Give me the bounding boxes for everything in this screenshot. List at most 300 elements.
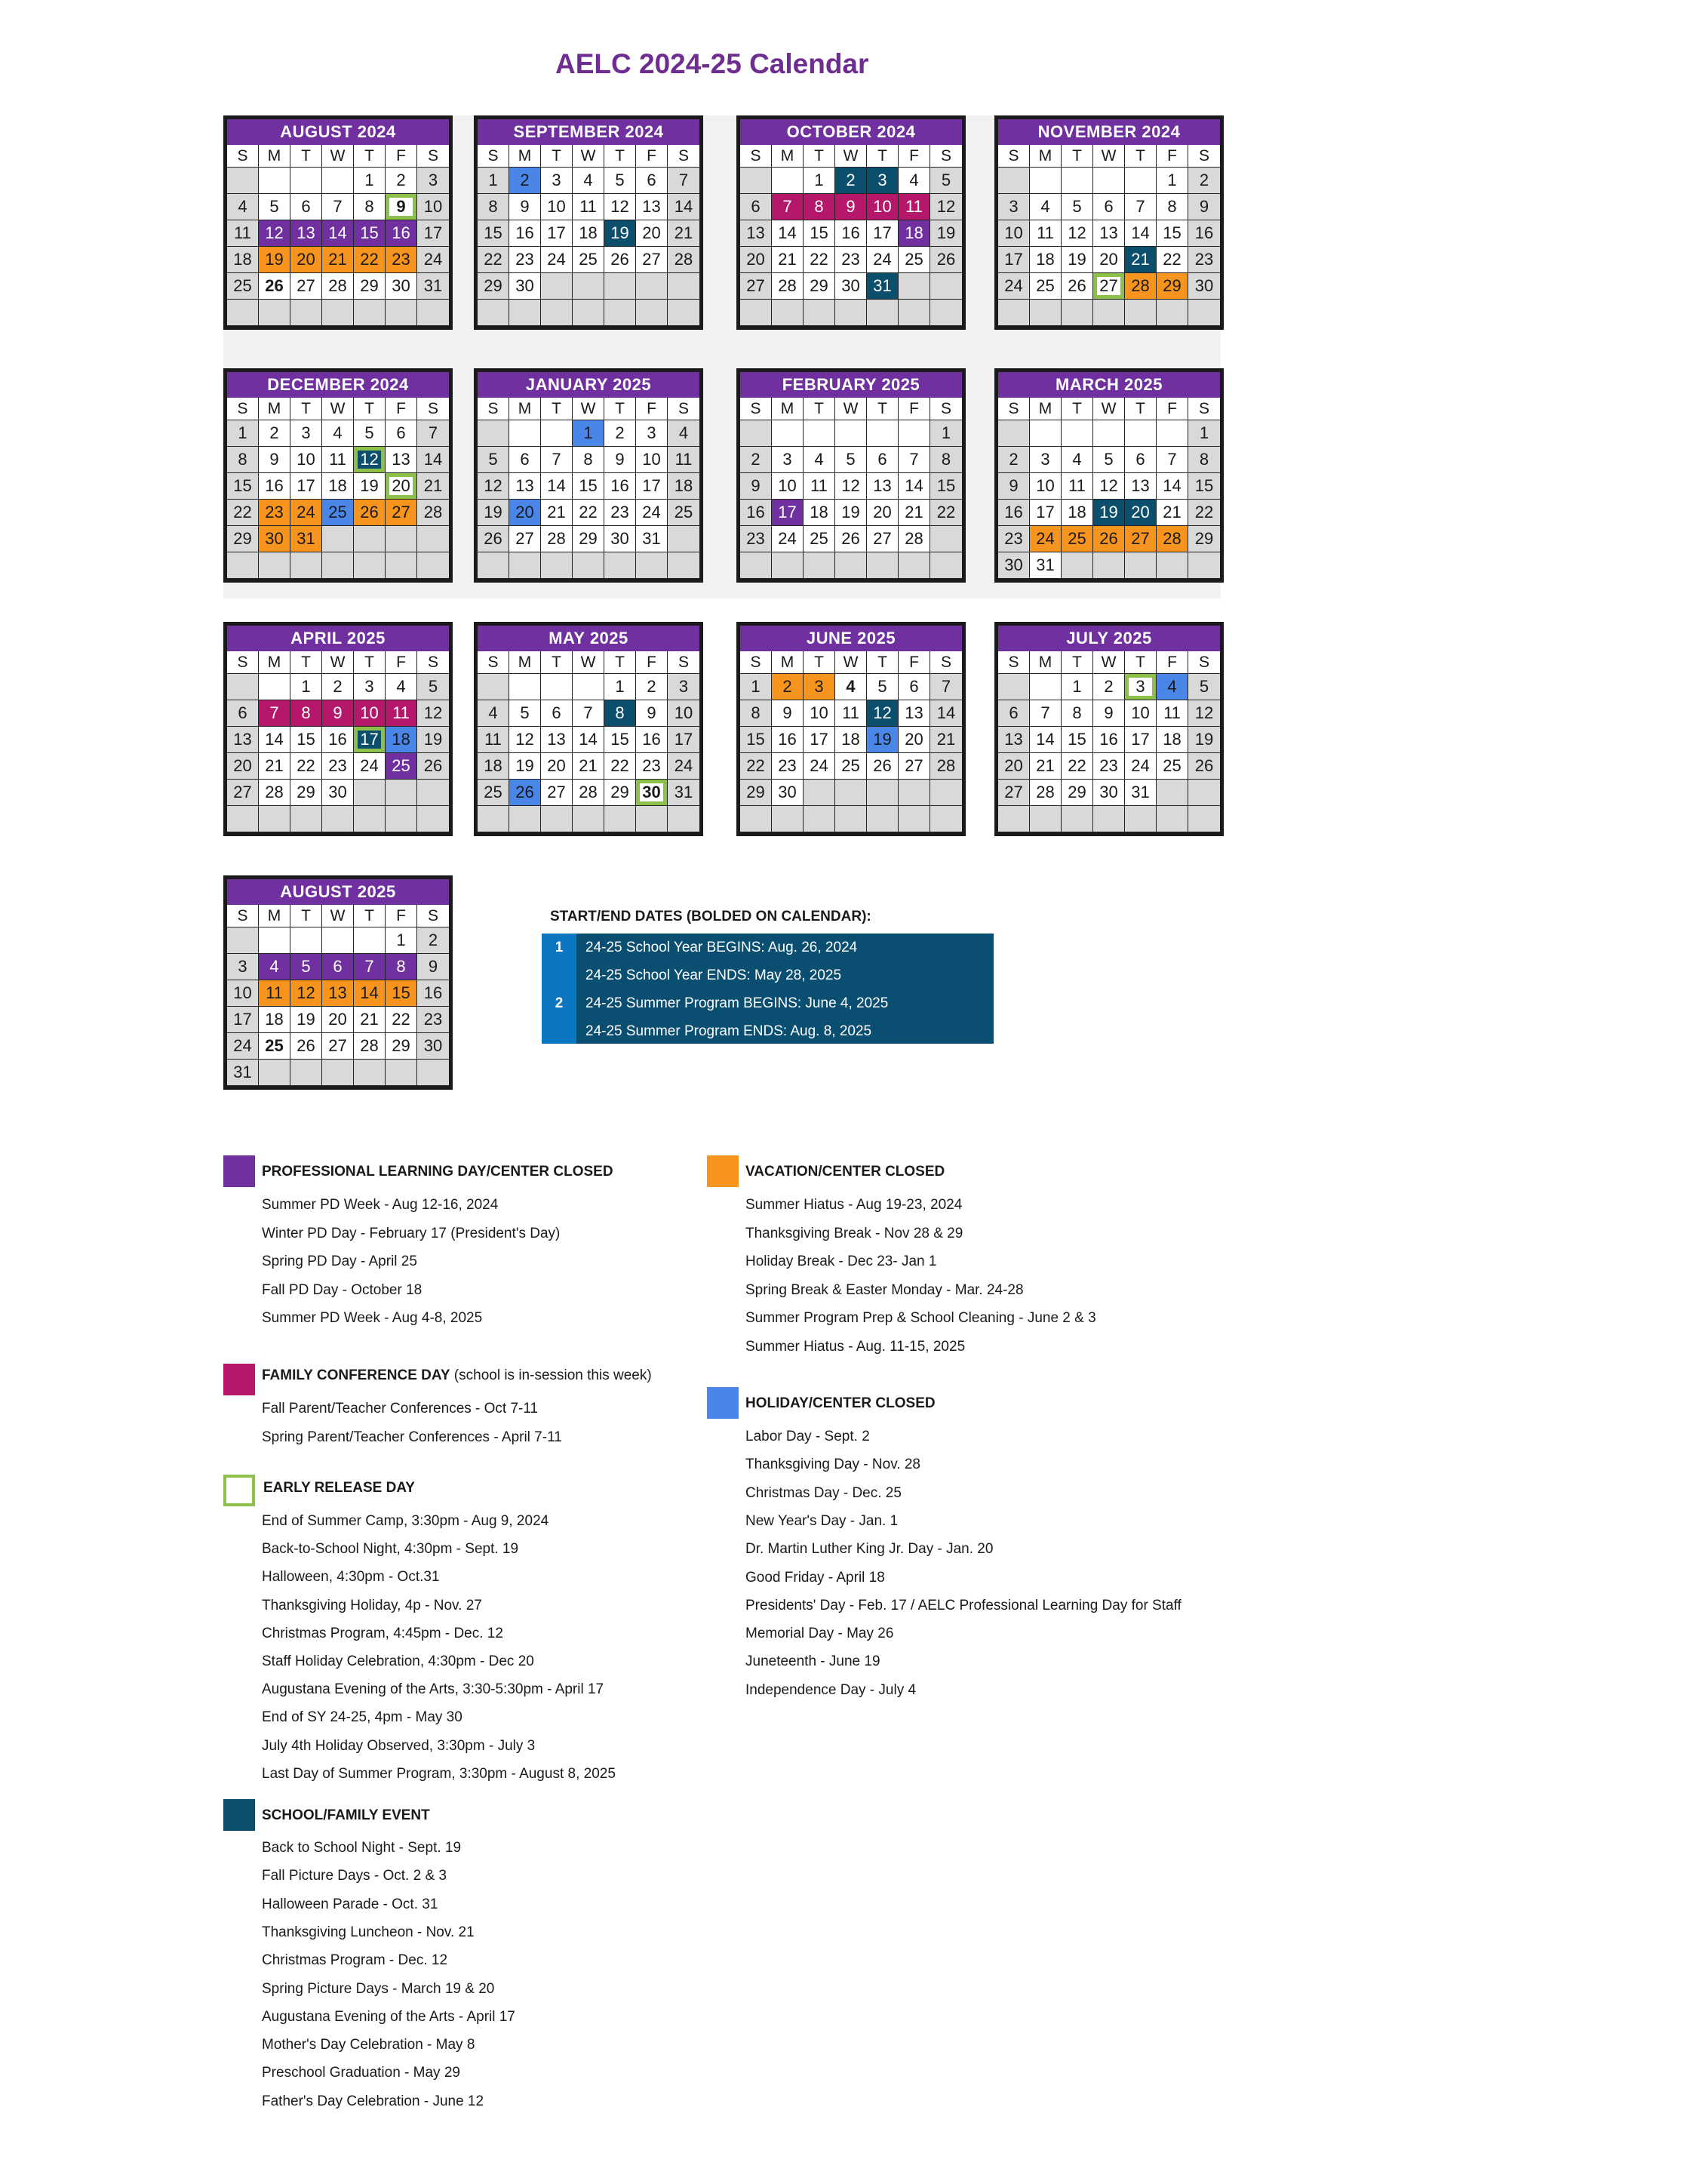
weekday-header: T — [804, 651, 835, 674]
weekday-header: T — [290, 905, 322, 927]
day-cell: 18 — [835, 727, 867, 753]
empty-day-cell — [867, 300, 899, 326]
weekday-header: W — [835, 651, 867, 674]
day-cell: 20 — [740, 247, 772, 273]
legend-item: Thanksgiving Day - Nov. 28 — [745, 1457, 920, 1473]
day-cell: 15 — [804, 220, 835, 247]
day-cell: 8 — [227, 447, 259, 473]
day-cell: 4 — [1062, 447, 1093, 473]
day-cell: 23 — [259, 500, 290, 526]
day-cell: 27 — [1093, 273, 1125, 300]
day-cell: 3 — [354, 674, 386, 700]
weekday-header: S — [1188, 651, 1220, 674]
weekday-header: W — [835, 398, 867, 420]
weekday-header: S — [998, 651, 1030, 674]
month-title: MARCH 2025 — [998, 372, 1220, 398]
day-cell: 18 — [1157, 727, 1188, 753]
day-cell: 10 — [636, 447, 668, 473]
empty-day-cell — [478, 300, 509, 326]
start-end-text: 24-25 Summer Program BEGINS: June 4, 2025 — [585, 995, 889, 1011]
day-cell: 15 — [740, 727, 772, 753]
day-cell: 26 — [1188, 753, 1220, 780]
empty-day-cell — [899, 552, 930, 579]
day-cell: 14 — [930, 700, 962, 727]
professional-legend-title: PROFESSIONAL LEARNING DAY/CENTER CLOSED — [262, 1164, 613, 1180]
day-cell: 3 — [636, 420, 668, 447]
empty-day-cell — [1093, 168, 1125, 194]
empty-day-cell — [1188, 300, 1220, 326]
weekday-header: S — [227, 905, 259, 927]
day-cell: 5 — [930, 168, 962, 194]
weekday-header: S — [1188, 398, 1220, 420]
day-cell: 30 — [1188, 273, 1220, 300]
day-cell: 27 — [386, 500, 417, 526]
day-cell: 18 — [899, 220, 930, 247]
day-cell: 26 — [867, 753, 899, 780]
month-calendar — [223, 115, 453, 330]
weekday-header: T — [541, 651, 573, 674]
weekday-header: S — [227, 398, 259, 420]
day-cell: 25 — [227, 273, 259, 300]
day-cell: 3 — [804, 674, 835, 700]
day-cell: 8 — [1188, 447, 1220, 473]
day-cell: 6 — [1125, 447, 1157, 473]
legend-item: Back to School Night - Sept. 19 — [262, 1840, 462, 1856]
weekday-header: S — [417, 905, 449, 927]
day-cell: 13 — [998, 727, 1030, 753]
day-cell: 11 — [1062, 473, 1093, 500]
empty-day-cell — [899, 273, 930, 300]
day-cell: 9 — [772, 700, 804, 727]
legend-item: Spring Picture Days - March 19 & 20 — [262, 1980, 495, 1997]
day-cell: 14 — [1157, 473, 1188, 500]
empty-day-cell — [1030, 806, 1062, 832]
weekday-header: S — [930, 398, 962, 420]
day-cell: 18 — [668, 473, 699, 500]
day-cell: 12 — [1188, 700, 1220, 727]
day-cell: 20 — [509, 500, 541, 526]
empty-day-cell — [417, 300, 449, 326]
day-cell: 2 — [417, 927, 449, 954]
empty-day-cell — [541, 273, 573, 300]
empty-day-cell — [227, 168, 259, 194]
day-cell: 30 — [604, 526, 636, 552]
day-cell: 26 — [604, 247, 636, 273]
day-cell: 1 — [804, 168, 835, 194]
legend-item: Spring Break & Easter Monday - Mar. 24-28 — [745, 1281, 1024, 1298]
weekday-header: S — [740, 651, 772, 674]
day-cell: 26 — [1093, 526, 1125, 552]
day-cell: 15 — [930, 473, 962, 500]
day-cell: 15 — [1062, 727, 1093, 753]
day-cell: 16 — [1188, 220, 1220, 247]
day-cell: 7 — [1030, 700, 1062, 727]
weekday-header: M — [1030, 651, 1062, 674]
weekday-header: F — [1157, 651, 1188, 674]
day-cell: 3 — [867, 168, 899, 194]
empty-day-cell — [1062, 806, 1093, 832]
day-cell: 12 — [478, 473, 509, 500]
day-cell: 9 — [835, 194, 867, 220]
empty-day-cell — [290, 552, 322, 579]
weekday-header: T — [1125, 398, 1157, 420]
day-cell: 11 — [227, 220, 259, 247]
day-cell: 29 — [290, 780, 322, 806]
day-cell: 26 — [1062, 273, 1093, 300]
day-cell: 17 — [1030, 500, 1062, 526]
empty-day-cell — [259, 168, 290, 194]
day-cell: 10 — [417, 194, 449, 220]
empty-day-cell — [259, 552, 290, 579]
day-cell: 5 — [417, 674, 449, 700]
empty-day-cell — [227, 552, 259, 579]
day-cell: 25 — [835, 753, 867, 780]
day-cell: 21 — [1030, 753, 1062, 780]
day-cell: 20 — [899, 727, 930, 753]
empty-day-cell — [1157, 300, 1188, 326]
empty-day-cell — [386, 526, 417, 552]
day-cell: 7 — [541, 447, 573, 473]
day-cell: 22 — [290, 753, 322, 780]
day-cell: 23 — [386, 247, 417, 273]
empty-day-cell — [1093, 806, 1125, 832]
day-cell: 27 — [227, 780, 259, 806]
empty-day-cell — [804, 806, 835, 832]
day-cell: 10 — [867, 194, 899, 220]
day-cell: 14 — [322, 220, 354, 247]
weekday-header: F — [386, 651, 417, 674]
day-cell: 15 — [290, 727, 322, 753]
empty-day-cell — [930, 300, 962, 326]
day-cell: 31 — [668, 780, 699, 806]
month-title: MAY 2025 — [478, 626, 699, 651]
start-end-row — [542, 961, 994, 989]
day-cell: 18 — [386, 727, 417, 753]
day-cell: 26 — [354, 500, 386, 526]
empty-day-cell — [478, 806, 509, 832]
empty-day-cell — [899, 420, 930, 447]
empty-day-cell — [354, 526, 386, 552]
day-cell: 11 — [322, 447, 354, 473]
day-cell: 8 — [604, 700, 636, 727]
start-end-text: 24-25 Summer Program ENDS: Aug. 8, 2025 — [585, 1023, 872, 1039]
empty-day-cell — [322, 806, 354, 832]
weekday-header: S — [668, 651, 699, 674]
empty-day-cell — [998, 674, 1030, 700]
month-calendar — [736, 368, 966, 583]
weekday-header: T — [804, 398, 835, 420]
empty-day-cell — [541, 300, 573, 326]
month-calendar — [474, 622, 703, 836]
day-cell: 3 — [772, 447, 804, 473]
day-cell: 16 — [417, 980, 449, 1007]
empty-day-cell — [541, 806, 573, 832]
day-cell: 3 — [417, 168, 449, 194]
empty-day-cell — [867, 420, 899, 447]
empty-day-cell — [1093, 420, 1125, 447]
day-cell: 25 — [1157, 753, 1188, 780]
holiday-legend-title: HOLIDAY/CENTER CLOSED — [745, 1395, 936, 1411]
day-cell: 8 — [740, 700, 772, 727]
weekday-header: W — [322, 905, 354, 927]
day-cell: 17 — [290, 473, 322, 500]
day-cell: 16 — [1093, 727, 1125, 753]
weekday-header: T — [354, 905, 386, 927]
day-cell: 24 — [772, 526, 804, 552]
day-cell: 19 — [509, 753, 541, 780]
day-cell: 15 — [478, 220, 509, 247]
day-cell: 7 — [354, 954, 386, 980]
weekday-header: S — [478, 398, 509, 420]
day-cell: 2 — [1093, 674, 1125, 700]
day-cell: 6 — [867, 447, 899, 473]
empty-day-cell — [417, 780, 449, 806]
day-cell: 31 — [867, 273, 899, 300]
day-cell: 14 — [354, 980, 386, 1007]
day-cell: 18 — [227, 247, 259, 273]
day-cell: 4 — [1030, 194, 1062, 220]
empty-day-cell — [259, 674, 290, 700]
day-cell: 4 — [1157, 674, 1188, 700]
empty-day-cell — [998, 806, 1030, 832]
day-cell: 2 — [259, 420, 290, 447]
day-cell: 21 — [541, 500, 573, 526]
legend-item: Memorial Day - May 26 — [745, 1626, 894, 1642]
empty-day-cell — [354, 780, 386, 806]
empty-day-cell — [772, 552, 804, 579]
day-cell: 29 — [1062, 780, 1093, 806]
month-calendar — [474, 368, 703, 583]
day-cell: 3 — [998, 194, 1030, 220]
day-cell: 27 — [740, 273, 772, 300]
day-cell: 31 — [1125, 780, 1157, 806]
day-cell: 6 — [386, 420, 417, 447]
legend-item: Fall Picture Days - Oct. 2 & 3 — [262, 1868, 447, 1884]
day-cell: 23 — [636, 753, 668, 780]
empty-day-cell — [1188, 780, 1220, 806]
day-cell: 9 — [509, 194, 541, 220]
empty-day-cell — [573, 806, 604, 832]
legend-item: Halloween, 4:30pm - Oct.31 — [262, 1569, 440, 1586]
day-cell: 28 — [259, 780, 290, 806]
day-cell: 18 — [1030, 247, 1062, 273]
day-cell: 11 — [668, 447, 699, 473]
empty-day-cell — [930, 273, 962, 300]
day-cell: 1 — [1062, 674, 1093, 700]
day-cell: 20 — [290, 247, 322, 273]
weekday-header: S — [478, 651, 509, 674]
empty-day-cell — [930, 780, 962, 806]
day-cell: 19 — [1093, 500, 1125, 526]
day-cell: 22 — [604, 753, 636, 780]
day-cell: 14 — [899, 473, 930, 500]
empty-day-cell — [354, 300, 386, 326]
empty-day-cell — [541, 552, 573, 579]
day-cell: 13 — [227, 727, 259, 753]
day-cell: 25 — [478, 780, 509, 806]
empty-day-cell — [1093, 552, 1125, 579]
day-cell: 9 — [259, 447, 290, 473]
empty-day-cell — [417, 552, 449, 579]
day-cell: 6 — [541, 700, 573, 727]
day-cell: 6 — [899, 674, 930, 700]
day-cell: 24 — [998, 273, 1030, 300]
day-cell: 8 — [930, 447, 962, 473]
day-cell: 24 — [668, 753, 699, 780]
day-cell: 23 — [772, 753, 804, 780]
weekday-header: T — [604, 651, 636, 674]
weekday-header: M — [509, 398, 541, 420]
empty-day-cell — [573, 273, 604, 300]
day-cell: 1 — [478, 168, 509, 194]
conference-title-note: (school is in-session this week) — [450, 1367, 652, 1383]
day-cell: 25 — [259, 1033, 290, 1060]
day-cell: 17 — [354, 727, 386, 753]
empty-day-cell — [354, 806, 386, 832]
weekday-header: T — [1125, 651, 1157, 674]
day-cell: 15 — [1157, 220, 1188, 247]
event-legend-title: SCHOOL/FAMILY EVENT — [262, 1807, 430, 1823]
weekday-header: S — [930, 651, 962, 674]
day-cell: 9 — [604, 447, 636, 473]
weekday-header: S — [930, 145, 962, 168]
day-cell: 17 — [804, 727, 835, 753]
conference-swatch — [223, 1364, 255, 1395]
empty-day-cell — [259, 300, 290, 326]
day-cell: 23 — [1093, 753, 1125, 780]
day-cell: 18 — [478, 753, 509, 780]
weekday-header: T — [541, 398, 573, 420]
day-cell: 21 — [417, 473, 449, 500]
day-cell: 2 — [998, 447, 1030, 473]
day-cell: 23 — [835, 247, 867, 273]
day-cell: 9 — [1093, 700, 1125, 727]
legend-item: Spring Parent/Teacher Conferences - April 7-11 — [262, 1429, 562, 1445]
weekday-header: W — [322, 398, 354, 420]
empty-day-cell — [1157, 552, 1188, 579]
day-cell: 5 — [509, 700, 541, 727]
day-cell: 31 — [227, 1060, 259, 1086]
weekday-header: M — [1030, 398, 1062, 420]
weekday-header: T — [541, 145, 573, 168]
day-cell: 27 — [899, 753, 930, 780]
day-cell: 1 — [386, 927, 417, 954]
day-cell: 21 — [1157, 500, 1188, 526]
empty-day-cell — [290, 1060, 322, 1086]
vacation-swatch — [707, 1155, 739, 1187]
day-cell: 10 — [1125, 700, 1157, 727]
month-title: OCTOBER 2024 — [740, 119, 962, 145]
day-cell: 14 — [259, 727, 290, 753]
legend-item: Dr. Martin Luther King Jr. Day - Jan. 20 — [745, 1541, 994, 1558]
day-cell: 5 — [835, 447, 867, 473]
day-cell: 27 — [636, 247, 668, 273]
day-cell: 12 — [509, 727, 541, 753]
day-cell: 9 — [322, 700, 354, 727]
empty-day-cell — [1125, 168, 1157, 194]
legend-item: Summer Hiatus - Aug. 11-15, 2025 — [745, 1338, 966, 1355]
day-cell: 26 — [478, 526, 509, 552]
empty-day-cell — [478, 420, 509, 447]
empty-day-cell — [1188, 552, 1220, 579]
day-cell: 30 — [509, 273, 541, 300]
empty-day-cell — [835, 552, 867, 579]
empty-day-cell — [509, 300, 541, 326]
month-title: AUGUST 2025 — [227, 879, 449, 905]
day-cell: 30 — [259, 526, 290, 552]
weekday-header: M — [772, 398, 804, 420]
day-cell: 1 — [604, 674, 636, 700]
day-cell: 8 — [1062, 700, 1093, 727]
month-calendar — [223, 875, 453, 1090]
day-cell: 19 — [290, 1007, 322, 1033]
day-cell: 18 — [1062, 500, 1093, 526]
day-cell: 24 — [867, 247, 899, 273]
day-cell: 25 — [1062, 526, 1093, 552]
day-cell: 28 — [1125, 273, 1157, 300]
month-title: FEBRUARY 2025 — [740, 372, 962, 398]
day-cell: 24 — [636, 500, 668, 526]
weekday-header: T — [1125, 145, 1157, 168]
day-cell: 17 — [772, 500, 804, 526]
weekday-header: W — [573, 651, 604, 674]
day-cell: 15 — [354, 220, 386, 247]
empty-day-cell — [417, 526, 449, 552]
page-title: AELC 2024-25 Calendar — [555, 48, 869, 79]
day-cell: 15 — [573, 473, 604, 500]
empty-day-cell — [604, 806, 636, 832]
day-cell: 13 — [740, 220, 772, 247]
legend-item: Summer PD Week - Aug 12-16, 2024 — [262, 1197, 499, 1213]
day-cell: 26 — [930, 247, 962, 273]
legend-item: Juneteenth - June 19 — [745, 1653, 880, 1670]
day-cell: 22 — [478, 247, 509, 273]
weekday-header: M — [259, 651, 290, 674]
empty-day-cell — [1125, 552, 1157, 579]
weekday-header: F — [386, 905, 417, 927]
day-cell: 22 — [1188, 500, 1220, 526]
weekday-header: S — [998, 145, 1030, 168]
day-cell: 16 — [322, 727, 354, 753]
legend-item: Christmas Program, 4:45pm - Dec. 12 — [262, 1625, 503, 1641]
weekday-header: F — [899, 398, 930, 420]
day-cell: 4 — [322, 420, 354, 447]
day-cell: 16 — [835, 220, 867, 247]
day-cell: 9 — [740, 473, 772, 500]
legend-item: Thanksgiving Break - Nov 28 & 29 — [745, 1225, 963, 1241]
empty-day-cell — [417, 1060, 449, 1086]
day-cell: 3 — [668, 674, 699, 700]
empty-day-cell — [804, 552, 835, 579]
empty-day-cell — [1125, 300, 1157, 326]
day-cell: 2 — [740, 447, 772, 473]
empty-day-cell — [1157, 780, 1188, 806]
day-cell: 14 — [668, 194, 699, 220]
day-cell: 4 — [668, 420, 699, 447]
day-cell: 8 — [804, 194, 835, 220]
day-cell: 16 — [259, 473, 290, 500]
month-calendar — [223, 368, 453, 583]
empty-day-cell — [899, 780, 930, 806]
day-cell: 11 — [386, 700, 417, 727]
day-cell: 6 — [1093, 194, 1125, 220]
weekday-header: S — [740, 398, 772, 420]
legend-item: July 4th Holiday Observed, 3:30pm - July 3 — [262, 1737, 536, 1754]
day-cell: 6 — [636, 168, 668, 194]
empty-day-cell — [509, 420, 541, 447]
day-cell: 21 — [668, 220, 699, 247]
day-cell: 26 — [835, 526, 867, 552]
